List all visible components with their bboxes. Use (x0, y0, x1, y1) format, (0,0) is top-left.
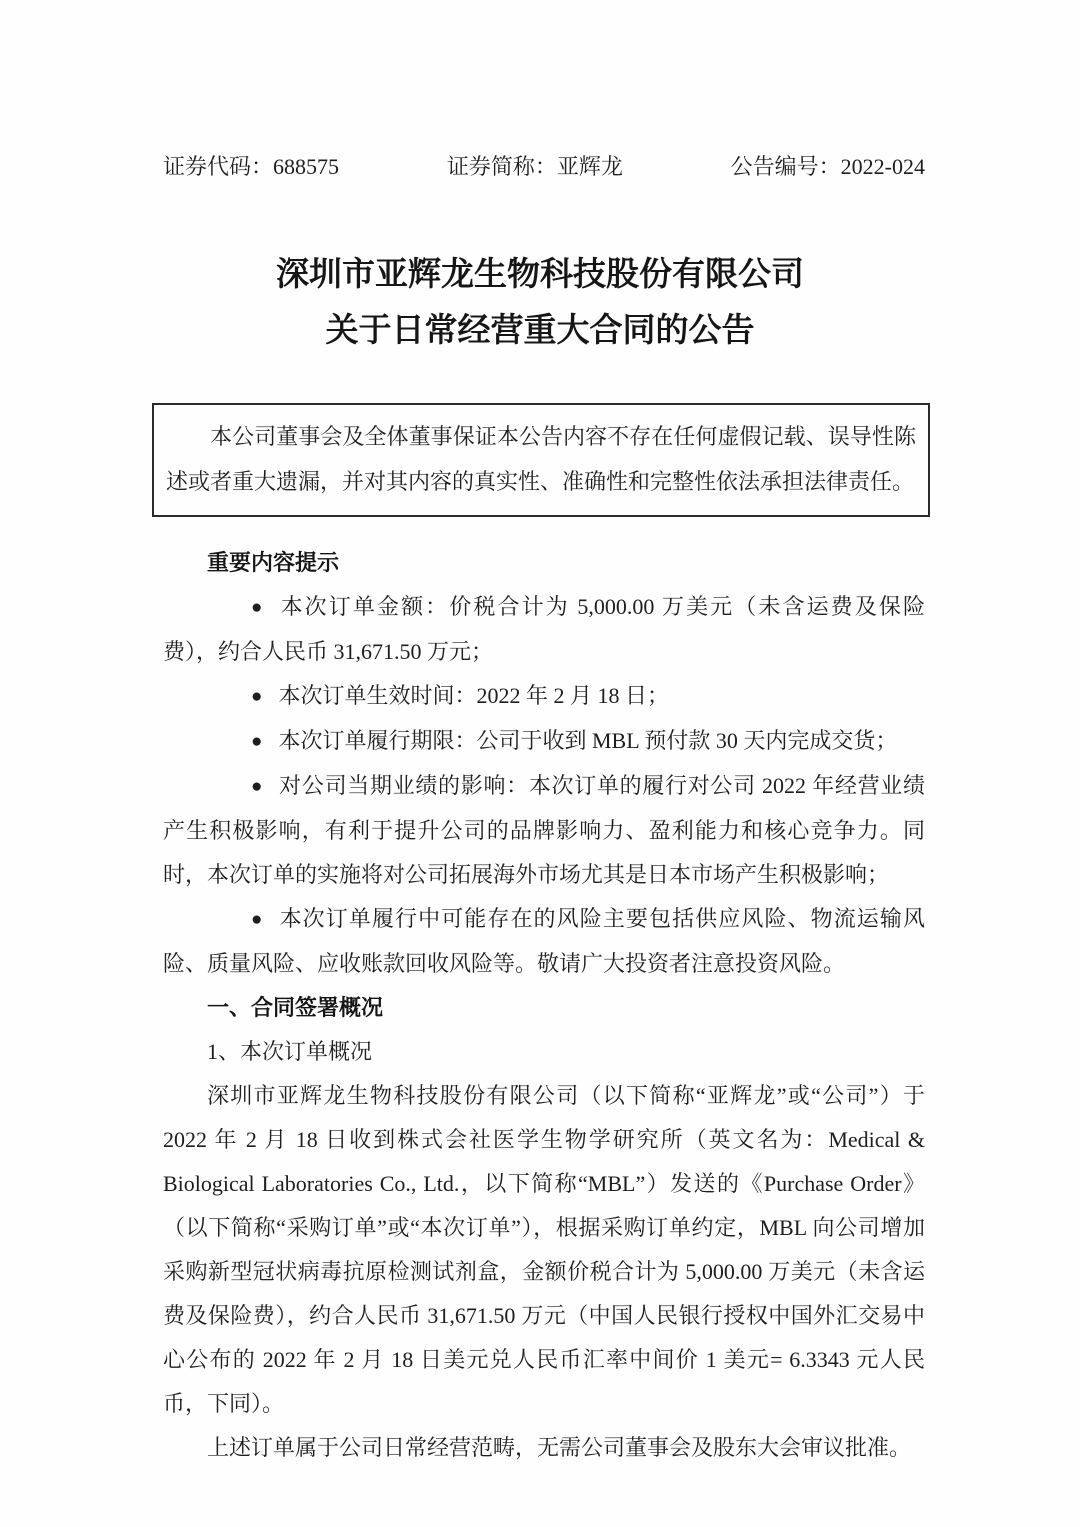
approval-note-paragraph: 上述订单属于公司日常经营范畴，无需公司董事会及股东大会审议批准。 (207, 1435, 912, 1460)
section-1-heading: 一、合同签署概况 (207, 995, 384, 1020)
title-company-line: 深圳市亚辉龙生物科技股份有限公司 (276, 255, 804, 292)
document-header (163, 152, 925, 182)
notice-bullet-impact (163, 764, 925, 897)
bullet-icon: ● (251, 909, 263, 930)
bullet-text: 对公司当期业绩的影响：本次订单的履行对公司 2022 年经营业绩产生积极影响，有利于提升公司的品牌影响力、盈利能力和核心竞争力。同时，本次订单的实施将对公司拓展海外市场尤其是日本市场产生积极影响； (163, 773, 925, 887)
bullet-text: 本次订单生效时间：2022 年 2 月 18 日； (278, 683, 669, 708)
important-notice-heading: 重要内容提示 (207, 550, 340, 575)
bullet-icon: ● (251, 597, 263, 618)
document-body (163, 541, 925, 1470)
bullet-text: 本次订单履行中可能存在的风险主要包括供应风险、物流运输风险、质量风险、应收账款回收风险等。敬请广大投资者注意投资风险。 (163, 906, 925, 976)
notice-bullet-effective-date (163, 674, 925, 719)
bullet-text: 本次订单金额：价税合计为 5,000.00 万美元（未含运费及保险费），约合人民币 31,671.50 万元； (163, 594, 925, 664)
stock-code: 证券代码：688575 (163, 154, 340, 179)
section-1-subheading: 1、本次订单概况 (207, 1039, 373, 1064)
bullet-icon: ● (251, 776, 263, 797)
document-title (0, 246, 1080, 358)
notice-bullet-risks (163, 897, 925, 986)
disclaimer-box (152, 403, 930, 517)
bullet-icon: ● (251, 686, 263, 707)
stock-abbr: 证券简称：亚辉龙 (446, 154, 623, 179)
notice-bullet-order-amount (163, 585, 925, 674)
bullet-text: 本次订单履行期限：公司于收到 MBL 预付款 30 天内完成交货； (278, 728, 898, 753)
notice-bullet-performance-period (163, 719, 925, 764)
announcement-number: 公告编号：2022-024 (730, 154, 925, 179)
order-overview-paragraph: 深圳市亚辉龙生物科技股份有限公司（以下简称“亚辉龙”或“公司”）于 2022 年 2 月 18 日收到株式会社医学生物学研究所（英文名为：Medical & Biological Laboratories Co., Ltd.，以下简称“MBL”）发送的《Purchase Order》（以下简称“采购订单”或“本次订单”），根据采购订单约定，MBL 向公司增加采购新型冠状病毒抗原检测试剂盒，金额价税合计为 5,000.00 万美元（未含运费及保险费），约合人民币 31,671.50 万元（中国人民银行授权中国外汇交易中心公布的 2022 年 2 月 18 日美元兑人民币汇率中间价 1 美元= 6.3343 元人民币，下同）。 (163, 1083, 925, 1416)
bullet-icon: ● (251, 731, 263, 752)
disclaimer-text: 本公司董事会及全体董事保证本公告内容不存在任何虚假记载、误导性陈述或者重大遗漏，并对其内容的真实性、准确性和完整性依法承担法律责任。 (166, 424, 916, 494)
title-subject-line: 关于日常经营重大合同的公告 (325, 311, 755, 348)
